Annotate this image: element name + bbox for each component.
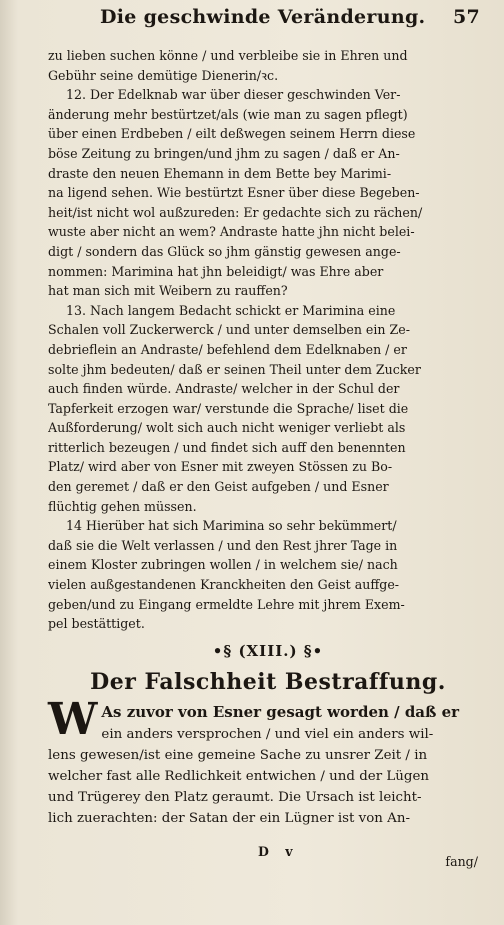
text-line: zu lieben suchen könne / und verbleibe sie in Ehren und (48, 48, 408, 63)
text-line: pel bestättiget. (48, 616, 145, 632)
drop-capital: W (48, 693, 98, 745)
text-line: einem Kloster zubringen wollen / in welchem sie/ nach (48, 557, 398, 573)
catchword: fang/ (445, 854, 478, 869)
section-number (48, 640, 488, 662)
text-line: lich zuerachten: der Satan der ein Lügner ist von An- (48, 810, 410, 826)
text-line: flüchtig gehen müssen. (48, 498, 197, 514)
text-line: draste den neuen Ehemann in dem Bette bey Marimi- (48, 165, 392, 181)
text-line: 13. Nach langem Bedacht schickt er Marimina eine (66, 302, 396, 318)
text-line: geben/und zu Eingang ermeldte Lehre mit jhrem Exem- (48, 596, 405, 612)
text-line: böse Zeitung zu bringen/und jhm zu sagen / daß er An- (48, 145, 400, 161)
page-number: 57 (452, 6, 480, 28)
section-intro-line: As zuvor von Esner gesagt worden / daß er (101, 702, 460, 721)
text-line: solte jhm bedeuten/ daß er seinen Theil unter dem Zucker (48, 361, 421, 377)
text-line: über einen Erdbeben / eilt deßwegen seinem Herrn diese (48, 126, 416, 142)
section-text (48, 693, 488, 829)
ornament-left: •§ (212, 641, 233, 660)
text-line: welcher fast alle Redlichkeit entwichen / und der Lügen (48, 768, 430, 784)
text-line: vielen außgestandenen Kranckheiten den Geist auffge- (48, 577, 400, 593)
text-line: lens gewesen/ist eine gemeine Sache zu unsrer Zeit / in (48, 747, 428, 763)
text-line: auch finden würde. Andraste/ welcher in der Schul der (48, 381, 400, 397)
running-header (100, 6, 480, 28)
text-line: nommen: Marimina hat jhn beleidigt/ was Ehre aber (48, 263, 384, 279)
text-line: debrieflein an Andraste/ befehlend dem Edelknaben / er (48, 341, 407, 357)
text-line: Schalen voll Zuckerwerck / und unter demselben ein Ze- (48, 322, 410, 338)
text-line: na ligend sehen. Wie bestürtzt Esner über diese Begeben- (48, 185, 420, 201)
ornament-right: §• (303, 641, 324, 660)
text-line: ritterlich bezeugen / und findet sich auff den benennten (48, 439, 406, 455)
text-line: änderung mehr bestürtzet/als (wie man zu sagen pflegt) (48, 106, 408, 122)
section-title: Der Falschheit Bestraffung. (90, 668, 446, 695)
text-line: heit/ist nicht wol außzureden: Er gedachte sich zu rächen/ (48, 204, 423, 220)
text-line: daß sie die Welt verlassen / und den Rest jhrer Tage in (48, 537, 398, 553)
text-line: und Trügerey den Platz geraumt. Die Ursach ist leicht- (48, 789, 422, 805)
running-title: Die geschwinde Veränderung. (100, 6, 426, 28)
text-line: 14 Hierüber hat sich Marimina so sehr bekümmert/ (66, 518, 397, 534)
text-line: Außforderung/ wolt sich auch nicht weniger verliebt als (48, 420, 406, 436)
text-line: digt / sondern das Glück so jhm gänstig gewesen ange- (48, 243, 401, 259)
signature-mark: D v (258, 844, 299, 859)
text-line: hat man sich mit Weibern zu rauffen? (48, 283, 288, 299)
section-number-text: (XIII.) (238, 641, 298, 660)
text-line: Gebühr seine demütige Dienerin/ꝛc. (48, 67, 279, 83)
main-text (48, 46, 488, 829)
text-line: Tapferkeit erzogen war/ verstunde die Sprache/ liset die (48, 400, 409, 416)
text-line: den geremet / daß er den Geist aufgeben / und Esner (48, 479, 389, 495)
text-line: ein anders versprochen / und viel ein anders wil- (101, 726, 434, 742)
text-line: 12. Der Edelknab war über dieser geschwinden Ver- (66, 87, 401, 103)
text-line: wuste aber nicht an wem? Andraste hatte jhn nicht belei- (48, 224, 415, 240)
text-line: Platz/ wird aber von Esner mit zweyen Stössen zu Bo- (48, 459, 393, 475)
